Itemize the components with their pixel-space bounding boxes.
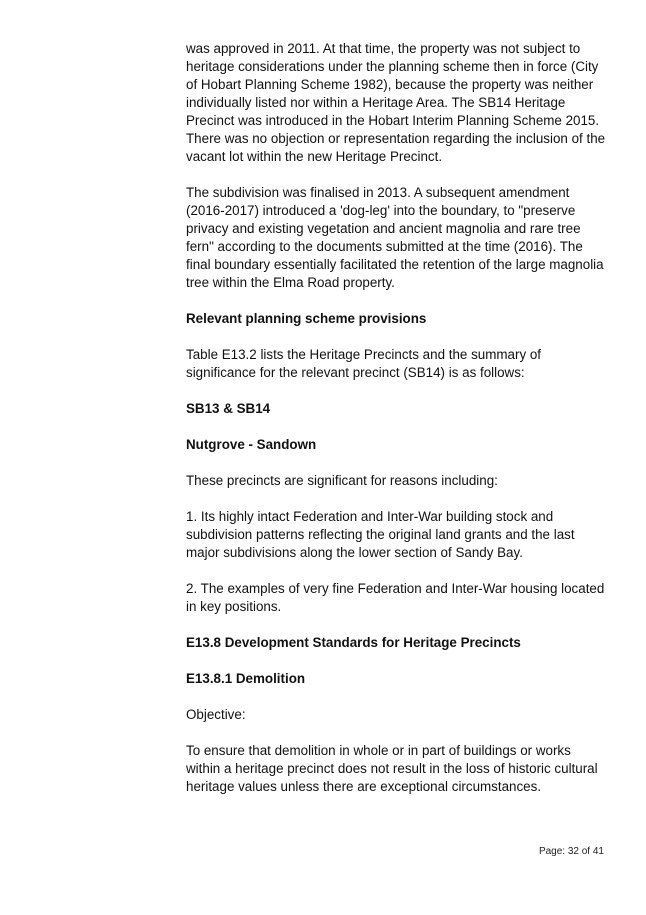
heading-precinct-codes: SB13 & SB14 (186, 401, 271, 416)
paragraph-significance-intro: These precincts are significant for reasons including: (186, 473, 498, 488)
list-item-significance-1: 1. Its highly intact Federation and Inter-War building stock and subdivision patterns reflecting the original land grants and the last major subdivisions along the lower section of Sandy Bay. (186, 509, 575, 560)
document-body (186, 40, 606, 814)
page-number: Page: 32 of 41 (538, 846, 604, 857)
list-item-significance-2: 2. The examples of very fine Federation and Inter-War housing located in key positions. (186, 581, 605, 614)
paragraph-table-e13-2: Table E13.2 lists the Heritage Precincts and the summary of significance for the relevant precinct (SB14) is as follows: (186, 347, 542, 380)
paragraph-approval-history: was approved in 2011. At that time, the property was not subject to heritage considerations under the planning scheme then in force (City of Hobart Planning Scheme 1982), because the property was neither individually listed nor within a Heritage Area. The SB14 Heritage Precinct was introduced in the Hobart Interim Planning Scheme 2015. There was no objection or representation regarding the inclusion of the vacant lot within the new Heritage Precinct. (186, 41, 606, 164)
paragraph-subdivision: The subdivision was finalised in 2013. A subsequent amendment (2016-2017) introduced a 'dog-leg' into the boundary, to "preserve privacy and existing vegetation and ancient magnolia and rare tree fern" according to the documents submitted at the time (2016). The final boundary essentially facilitated the retention of the large magnolia tree within the Elma Road property. (186, 185, 604, 290)
heading-planning-provisions: Relevant planning scheme provisions (186, 311, 427, 326)
heading-demolition: E13.8.1 Demolition (186, 671, 306, 686)
heading-development-standards: E13.8 Development Standards for Heritage Precincts (186, 635, 521, 650)
heading-precinct-name: Nutgrove - Sandown (186, 437, 317, 452)
paragraph-objective-label: Objective: (186, 707, 246, 722)
paragraph-objective-text: To ensure that demolition in whole or in part of buildings or works within a heritage precinct does not result in the loss of historic cultural heritage values unless there are exceptional circumstances. (186, 743, 598, 794)
